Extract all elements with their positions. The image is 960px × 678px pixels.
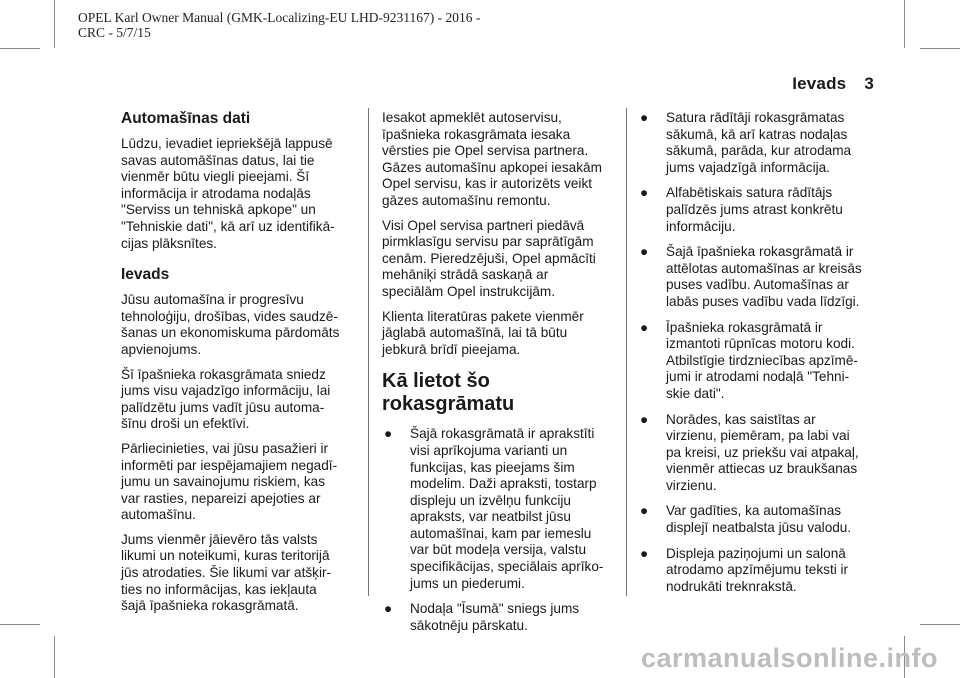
list-item — [638, 320, 878, 403]
list-item — [382, 426, 618, 592]
list-item — [382, 601, 618, 634]
list-item-text: Īpašnieka rokasgrāmatā ir izmantoti rūpnīcas motoru kodi. Atbilstīgie tirdzniecības apzīmē- jumi ir atrodami nodaļā "Tehni- skie dati". — [666, 319, 858, 401]
meta-line-1: OPEL Karl Owner Manual (GMK-Localizing-EU LHD-9231167) - 2016 - — [78, 10, 481, 25]
list-item — [638, 546, 878, 596]
column-1 — [121, 110, 359, 623]
document-meta — [78, 10, 480, 40]
paragraph-intro-3: Pārliecinieties, vai jūsu pasažieri ir informēti par iespējamajiem negadī- jumu un savainojumu riskiem, kas var rasties, nepareizi apejoties ar automašīnu. — [121, 440, 338, 523]
list-item-text: Šajā īpašnieka rokasgrāmatā ir attēlotas automašīnas ar kreisās puses vadību. Automašīnas ar labās puses vadību vada līdzīgi. — [666, 244, 862, 309]
crop-mark — [920, 48, 960, 49]
heading-how-to-use: Kā lietot šo rokasgrāmatu — [382, 370, 515, 416]
heading-intro: Ievads — [121, 266, 170, 284]
crop-mark — [0, 48, 40, 49]
list-item-text: Displeja paziņojumi un salonā atrodamo apzīmējumu teksti ir nodrukāti treknrakstā. — [666, 545, 849, 594]
bullet-icon: ● — [384, 426, 393, 442]
column-divider — [626, 108, 627, 596]
list-item — [638, 503, 878, 536]
bullet-icon: ● — [640, 545, 649, 561]
crop-mark — [0, 624, 40, 625]
heading-car-data: Automašīnas dati — [121, 110, 251, 127]
list-item-text: Nodaļa "Īsumā" sniegs jums sākotnēju pārskatu. — [410, 601, 580, 633]
bullet-icon: ● — [640, 244, 649, 260]
paragraph-intro-2: Šī īpašnieka rokasgrāmata sniedz jums visu vajadzīgo informāciju, lai palīdzētu jums vadīt jūsu automa- šīnu droši un efektīvi. — [121, 366, 331, 432]
crop-mark — [54, 636, 55, 678]
list-item — [638, 185, 878, 235]
list-item-text: Norādes, kas saistītas ar virzienu, piemēram, pa labi vai pa kreisi, uz priekšu vai atpakaļ, vienmēr attiecas uz braukšanas virzienu. — [666, 411, 859, 493]
list-item — [638, 244, 878, 310]
paragraph-intro-1: Jūsu automašīna ir progresīvu tehnoloģiju, drošības, vides saudzē- šanas un ekonomiskuma pārdomāts apvienojums. — [121, 292, 340, 357]
bullet-icon: ● — [640, 110, 649, 125]
list-item-text: Alfabētiskais satura rādītājs palīdzēs jums atrast konkrētu informāciju. — [666, 185, 843, 234]
paragraph-service-1: Iesakot apmeklēt autoservisu, īpašnieka rokasgrāmata iesaka vērsties pie Opel servisa partnera. Gāzes automašīnu apkopei iesakām Opel servisu, kas ir autorizēts veikt gāzes automašīnu remontu. — [382, 110, 602, 208]
list-item-text: Satura rādītāji rokasgrāmatas sākumā, kā arī katras nodaļas sākumā, parāda, kur atrodama jums vajadzīgā informācija. — [666, 110, 852, 175]
bullet-icon: ● — [384, 601, 393, 617]
list-item — [638, 110, 878, 176]
paragraph-service-2: Visi Opel servisa partneri piedāvā pirmklasīgu servisu par saprātīgām cenām. Pieredzējuši, Opel apmācīti mehāniķi strādā saskaņā ar speciālām Opel instrukcijām. — [382, 217, 596, 299]
page-number: 3 — [864, 74, 874, 93]
bullet-icon: ● — [640, 319, 649, 335]
bullet-icon: ● — [640, 503, 649, 519]
column-2 — [382, 110, 618, 643]
bullet-list — [382, 426, 618, 634]
section-title: Ievads — [792, 74, 847, 93]
running-head — [792, 74, 874, 94]
bullet-icon: ● — [640, 411, 649, 427]
crop-mark — [904, 0, 905, 48]
column-3 — [638, 110, 878, 604]
meta-line-2: CRC - 5/7/15 — [78, 25, 151, 40]
column-divider — [368, 108, 369, 596]
paragraph-car-data: Lūdzu, ievadiet iepriekšējā lappusē savas automāšīnas datus, lai tie vienmēr būtu viegli pieejami. Šī informācija ir atrodama nodaļās "Serviss un tehniskā apkope" un "Tehniskie dati", kā arī uz identifikā- cijas plāksnītes. — [121, 136, 335, 251]
bullet-list — [638, 110, 878, 595]
crop-mark — [920, 624, 960, 625]
bullet-icon: ● — [640, 185, 649, 201]
list-item-text: Šajā rokasgrāmatā ir aprakstīti visi aprīkojuma varianti un funkcijas, kas pieejams šim modelim. Daži apraksti, tostarp displeju un izvēlņu funkciju apraksts, var neatbilst jūsu automašīnai, kam par iemeslu var būt modeļa versija, valstu specifikācijas, speciālais aprīko- jums un piederumi. — [410, 426, 604, 591]
watermark: carmanualsonline.info — [640, 643, 938, 673]
list-item — [638, 412, 878, 495]
list-item-text: Var gadīties, ka automašīnas displejī neatbalsta jūsu valodu. — [666, 503, 852, 536]
paragraph-intro-4: Jums vienmēr jāievēro tās valsts likumi un noteikumi, kuras teritorijā jūs atrodaties. Šie likumi var atšķir- ties no informācijas, kas iekļauta šajā īpašnieka rokasgrāmatā. — [121, 531, 332, 614]
paragraph-service-3: Klienta literatūras pakete vienmēr jāglabā automašīnā, lai tā būtu jebkurā brīdī pieejama. — [382, 308, 584, 357]
crop-mark — [54, 0, 55, 48]
